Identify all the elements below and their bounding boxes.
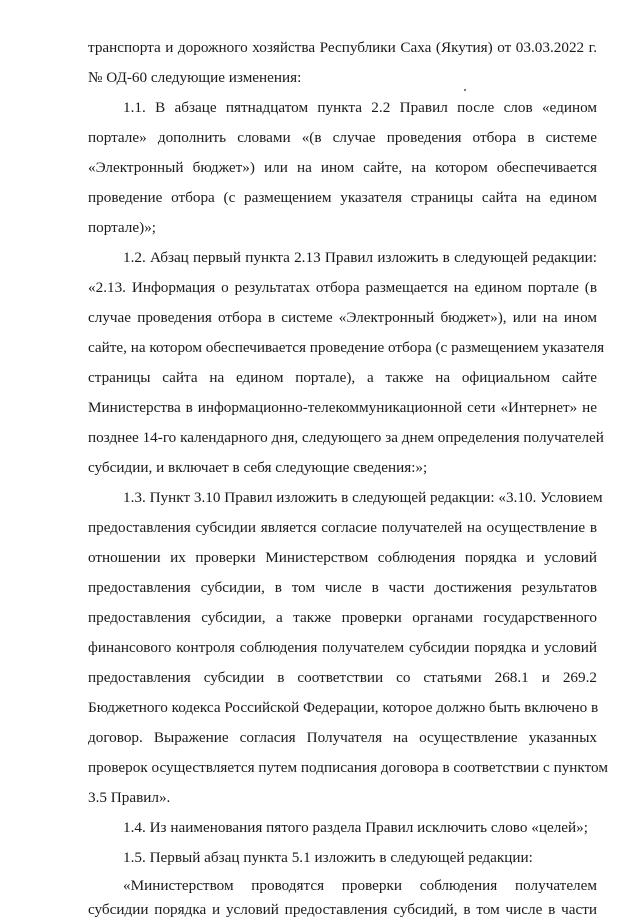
text-line: 1.5. Первый абзац пункта 5.1 изложить в следующей редакции: — [123, 849, 533, 866]
text-line: предоставления субсидии в соответствии со статьями 268.1 и 269.2 — [88, 669, 597, 686]
text-line: № ОД-60 следующие изменения: — [88, 69, 302, 86]
text-line: «Министерством проводятся проверки соблюдения получателем — [123, 877, 597, 894]
scan-speck — [464, 89, 466, 91]
text-line: «2.13. Информация о результатах отбора размещается на едином портале (в — [88, 279, 597, 296]
text-line: Министерства в информационно-телекоммуникационной сети «Интернет» не — [88, 399, 597, 416]
text-line: случае проведения отбора в системе «Электронный бюджет»), или на ином — [88, 309, 597, 326]
text-line: позднее 14-го календарного дня, следующего за днем определения получателей — [88, 429, 604, 446]
text-line: проведение отбора (с размещением указателя страницы сайта на едином — [88, 189, 597, 206]
text-line: 3.5 Правил». — [88, 789, 171, 806]
text-line: «Электронный бюджет») или на ином сайте, на котором обеспечивается — [88, 159, 597, 176]
text-line: 1.4. Из наименования пятого раздела Правил исключить слово «целей»; — [123, 819, 588, 836]
text-line: сайте, на котором обеспечивается проведение отбора (с размещением указателя — [88, 339, 605, 356]
text-line: финансового контроля соблюдения получателем субсидии порядка и условий — [88, 639, 597, 656]
text-line: Бюджетного кодекса Российской Федерации, которое должно быть включено в — [88, 699, 599, 716]
text-line: 1.1. В абзаце пятнадцатом пункта 2.2 Правил после слов «едином — [123, 99, 597, 116]
text-line: предоставления субсидии, в том числе в части достижения результатов — [88, 579, 597, 596]
text-line: предоставления субсидии является согласие получателей на осуществление в — [88, 519, 597, 536]
text-line: страницы сайта на едином портале), а также на официальном сайте — [88, 369, 597, 386]
text-line: 1.2. Абзац первый пункта 2.13 Правил изложить в следующей редакции: — [123, 249, 597, 266]
text-line: договор. Выражение согласия Получателя на осуществление указанных — [88, 729, 597, 746]
text-line: проверок осуществляется путем подписания договора в соответствии с пунктом — [88, 759, 608, 776]
text-line: отношении их проверки Министерством соблюдения порядка и условий — [88, 549, 597, 566]
text-line: 1.3. Пункт 3.10 Правил изложить в следующей редакции: «3.10. Условием — [123, 489, 603, 506]
text-line: субсидии, и включает в себя следующие сведения:»; — [88, 459, 428, 476]
text-line: предоставления субсидии, а также проверки органами государственного — [88, 609, 597, 626]
text-line: субсидии порядка и условий предоставления субсидий, в том числе в части — [88, 901, 597, 918]
text-line: портале)»; — [88, 219, 157, 236]
text-line: портале» дополнить словами «(в случае проведения отбора в системе — [88, 129, 597, 146]
text-line: транспорта и дорожного хозяйства Республики Саха (Якутия) от 03.03.2022 г. — [88, 39, 597, 56]
